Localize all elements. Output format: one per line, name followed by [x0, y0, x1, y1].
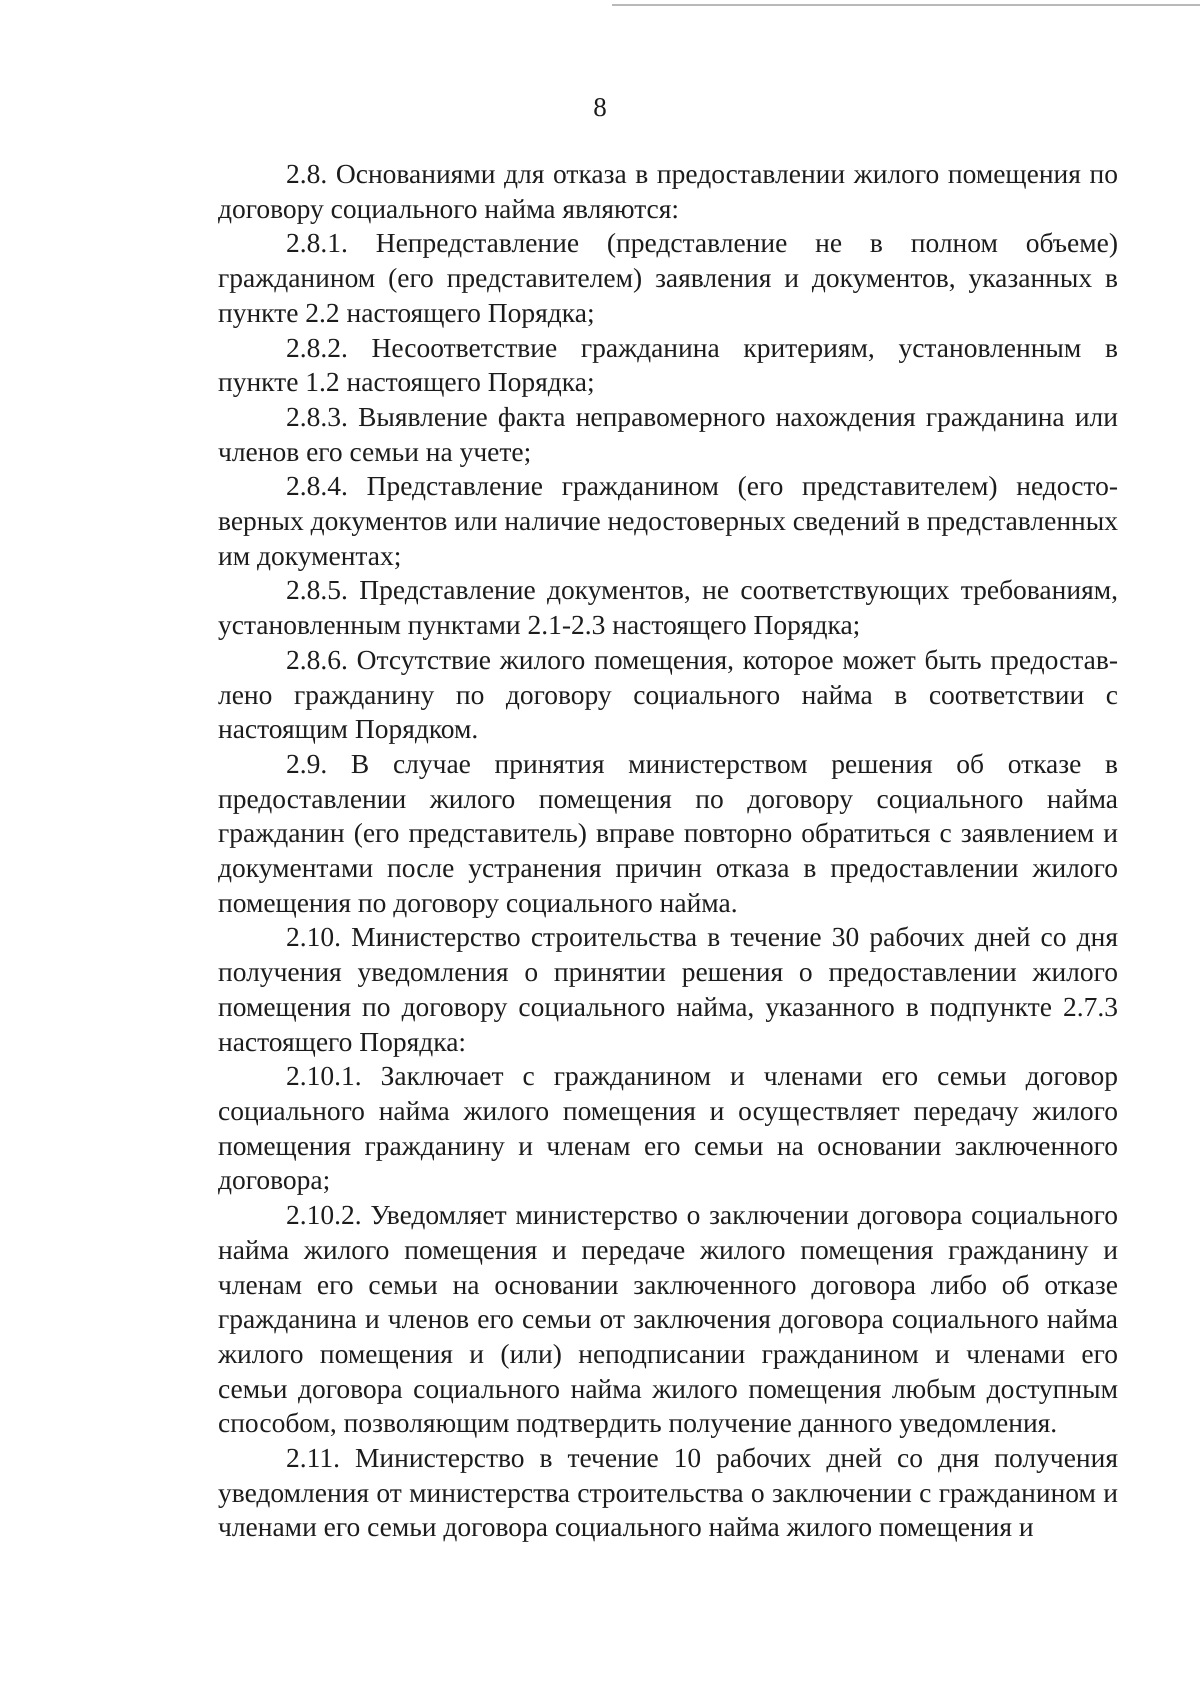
paragraph-2-10: 2.10. Министерство строительства в течение 30 рабочих дней со дня получения уведомления о принятии решения о предоставлении жилого помещения по договору социального найма, указанного в подпункте 2.7.3 настоящего Порядка:: [218, 921, 1118, 1057]
paragraph-2-8-3: 2.8.3. Выявление факта неправомерного нахождения гражданина или членов его семьи на учете;: [218, 400, 1118, 467]
paragraph-2-8-6: 2.8.6. Отсутствие жилого помещения, которое может быть предостав-лено гражданину по договору социального найма в соответствии с настоящим Порядком.: [218, 643, 1118, 745]
page-number: 8: [593, 92, 607, 122]
document-body: [218, 157, 1118, 1545]
paragraph-2-11: 2.11. Министерство в течение 10 рабочих дней со дня получения уведомления от министерства строительства о заключении с гражданином и членами его семьи договора социального найма жилого помещения и: [218, 1442, 1118, 1543]
scan-edge-line: [612, 4, 1200, 6]
paragraph-2-8-2: 2.8.2. Несоответствие гражданина критериям, установленным в пункте 1.2 настоящего Порядка;: [218, 331, 1118, 398]
paragraph-2-10-2: 2.10.2. Уведомляет министерство о заключении договора социального найма жилого помещения и передаче жилого помещения гражданину и членам его семьи на основании заключенного договора либо об отказе гражданина и членов его семьи от заключения договора социального найма жилого помещения и (или) неподписании гражданином и членами его семьи договора социального найма жилого помещения любым доступным способом, позволяющим подтвердить получение данного уведомления.: [218, 1199, 1118, 1439]
paragraph-2-10-1: 2.10.1. Заключает с гражданином и членами его семьи договор социального найма жилого помещения и осуществляет передачу жилого помещения гражданину и членам его семьи на основании заключенного договора;: [218, 1060, 1118, 1196]
paragraph-2-8: 2.8. Основаниями для отказа в предоставлении жилого помещения по договору социального найма являются:: [218, 158, 1118, 224]
paragraph-2-8-1: 2.8.1. Непредставление (представление не в полном объеме) гражданином (его представителем) заявления и документов, указанных в пункте 2.2 настоящего Порядка;: [218, 227, 1118, 328]
paragraph-2-8-5: 2.8.5. Представление документов, не соответствующих требованиям, установленным пунктами 2.1-2.3 настоящего Порядка;: [218, 574, 1118, 641]
paragraph-2-9: 2.9. В случае принятия министерством решения об отказе в предоставлении жилого помещения по договору социального найма гражданин (его представитель) вправе повторно обратиться с заявлением и документами после устранения причин отказа в предоставлении жилого помещения по договору социального найма.: [218, 747, 1118, 918]
paragraph-2-8-4: 2.8.4. Представление гражданином (его представителем) недосто-верных документов или наличие недостоверных сведений в представленных им документах;: [218, 470, 1118, 571]
